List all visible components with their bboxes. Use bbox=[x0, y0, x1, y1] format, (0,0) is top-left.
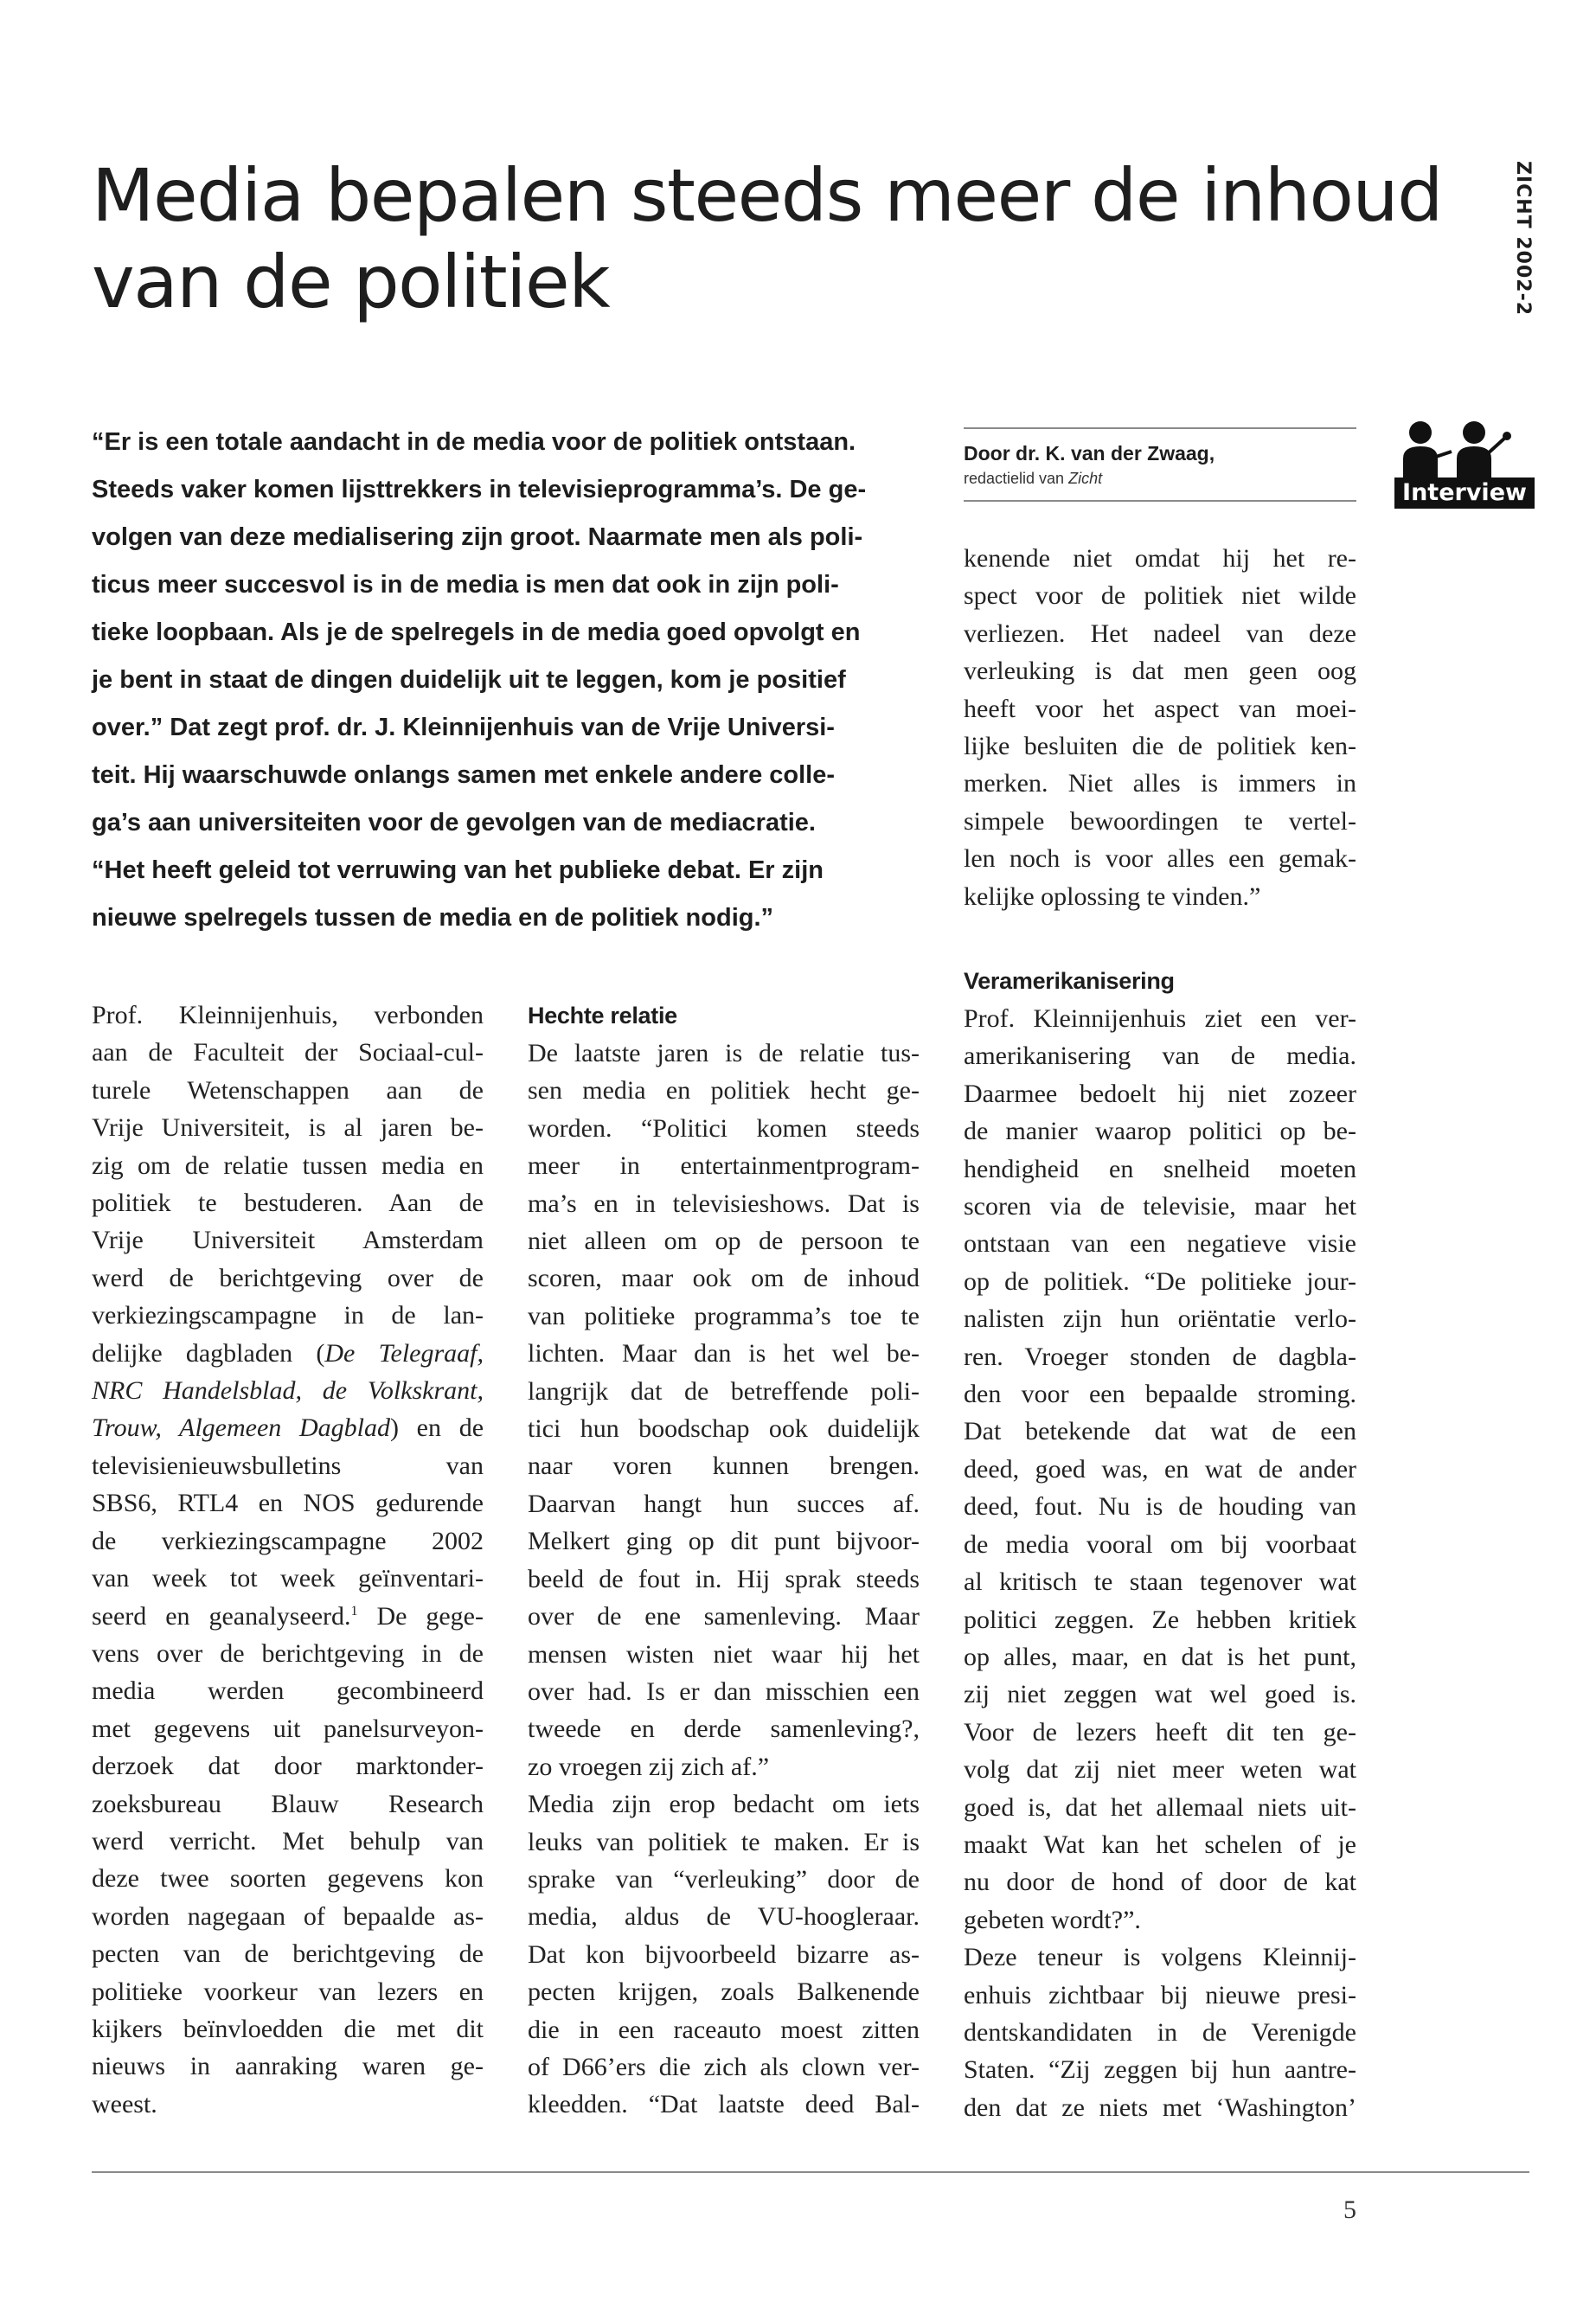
body-line: niet alleen om op de persoon te bbox=[528, 1227, 920, 1256]
body-line: Melkert ging op dit punt bijvoor- bbox=[528, 1527, 920, 1556]
body-line: kelijke oplossing te vinden.” bbox=[964, 881, 1261, 911]
body-line: den dat ze niets met ‘Washington’ bbox=[964, 2093, 1356, 2122]
body-line: met gegevens uit panelsurveyon- bbox=[92, 1714, 484, 1743]
body-line: turele Wetenschappen aan de bbox=[92, 1075, 484, 1105]
byline-role bbox=[964, 467, 1356, 490]
lead-line: Steeds vaker komen lijsttrekkers in televisieprogramma’s. De ge- bbox=[92, 476, 867, 503]
body-text: ) en de bbox=[390, 1413, 484, 1443]
lead-line: ticus meer succesvol is in de media is men dat ook in zijn poli- bbox=[92, 571, 839, 599]
body-line: SBS6, RTL4 en NOS gedurende bbox=[92, 1489, 484, 1518]
series-label: ZICHT 2002-2 bbox=[1512, 161, 1534, 317]
body-line: maakt Wat kan het schelen of je bbox=[964, 1830, 1356, 1859]
body-line: spect voor de politiek niet wilde bbox=[964, 581, 1356, 611]
body-line: over had. Is er dan misschien een bbox=[528, 1676, 920, 1706]
body-line: simpele bewoordingen te vertel- bbox=[964, 806, 1356, 836]
body-line: Vrije Universiteit, is al jaren be- bbox=[92, 1113, 484, 1143]
article-title bbox=[92, 152, 1442, 325]
subheading-veramerikanisering: Veramerikanisering bbox=[964, 968, 1175, 994]
body-line: kenende niet omdat hij het re- bbox=[964, 544, 1356, 573]
body-column-3-top bbox=[964, 540, 1356, 915]
body-column-2 bbox=[528, 997, 920, 2124]
body-line: Media zijn erop bedacht om iets bbox=[528, 1790, 920, 1819]
lead-line: “Het heeft geleid tot verruwing van het publieke debat. Er zijn bbox=[92, 856, 824, 884]
lead-line: ga’s aan universiteiten voor de gevolgen van de mediacratie. bbox=[92, 809, 816, 836]
body-line: nalisten zijn hun oriëntatie verlo- bbox=[964, 1304, 1356, 1334]
newspaper-title: De Telegraaf, bbox=[324, 1338, 484, 1368]
body-line: Vrije Universiteit Amsterdam bbox=[92, 1226, 484, 1255]
body-line: de manier waarop politici op be- bbox=[964, 1117, 1356, 1146]
body-line: de verkiezingscampagne 2002 bbox=[92, 1526, 484, 1555]
body-line: kleedden. “Dat laatste deed Bal- bbox=[528, 2090, 920, 2119]
body-line bbox=[92, 1598, 484, 1635]
body-line: deed, goed was, en wat de ander bbox=[964, 1454, 1356, 1484]
body-line: len noch is voor alles een gemak- bbox=[964, 844, 1356, 874]
body-line: van week tot week geïnventari- bbox=[92, 1564, 484, 1593]
body-line: De laatste jaren is de relatie tus- bbox=[528, 1039, 920, 1067]
body-line: Prof. Kleinnijenhuis ziet een ver- bbox=[964, 1004, 1356, 1033]
body-column-1 bbox=[92, 997, 484, 2123]
body-line: of D66’ers die zich als clown ver- bbox=[528, 2052, 920, 2081]
body-line: al kritisch te staan tegenover wat bbox=[964, 1567, 1356, 1597]
body-line: zig om de relatie tussen media en bbox=[92, 1150, 484, 1180]
body-line: zij niet zeggen wat wel goed is. bbox=[964, 1680, 1356, 1709]
footer-rule bbox=[92, 2171, 1529, 2173]
byline-role-prefix: redactielid van bbox=[964, 470, 1069, 487]
body-line: politieke voorkeur van lezers en bbox=[92, 1977, 484, 2006]
body-text: De gege- bbox=[357, 1601, 484, 1631]
lead-line: teit. Hij waarschuwde onlangs samen met enkele andere colle- bbox=[92, 761, 836, 789]
body-line: deze twee soorten gegevens kon bbox=[92, 1864, 484, 1894]
body-line: derzoek dat door marktonder- bbox=[92, 1752, 484, 1781]
body-line: verleuking is dat men geen oog bbox=[964, 657, 1356, 686]
body-text: seerd en geanalyseerd. bbox=[92, 1601, 351, 1631]
byline-publication: Zicht bbox=[1068, 470, 1103, 487]
lead-line: tieke loopbaan. Als je de spelregels in de media goed opvolgt en bbox=[92, 619, 861, 646]
body-line bbox=[92, 1335, 484, 1372]
body-line: den voor een bepaalde stroming. bbox=[964, 1380, 1356, 1409]
body-line: gebeten wordt?”. bbox=[964, 1905, 1141, 1934]
body-line: mensen wisten niet waar hij het bbox=[528, 1639, 920, 1669]
body-line: sen media en politiek hecht ge- bbox=[528, 1076, 920, 1106]
body-line: heeft voor het aspect van moei- bbox=[964, 694, 1356, 723]
body-line: over de ene samenleving. Maar bbox=[528, 1602, 920, 1631]
subheading-hechte-relatie: Hechte relatie bbox=[528, 1003, 677, 1029]
body-line: die in een raceauto moest zitten bbox=[528, 2015, 920, 2044]
lead-paragraph bbox=[92, 419, 922, 942]
body-line: aan de Faculteit der Sociaal-cul- bbox=[92, 1038, 484, 1067]
newspaper-title: Trouw, Algemeen Dagblad bbox=[92, 1413, 390, 1443]
body-line: meer in entertainmentprogram- bbox=[528, 1151, 920, 1181]
body-line: beeld de fout in. Hij sprak steeds bbox=[528, 1564, 920, 1593]
body-line: volg dat zij niet meer weten wat bbox=[964, 1755, 1356, 1785]
body-line: lichten. Maar dan is het wel be- bbox=[528, 1339, 920, 1368]
body-line: sprake van “verleuking” door de bbox=[528, 1864, 920, 1894]
byline-author: Door dr. K. van der Zwaag, bbox=[964, 442, 1215, 465]
body-line: scoren via de televisie, maar het bbox=[964, 1192, 1356, 1221]
body-line: verkiezingscampagne in de lan- bbox=[92, 1301, 484, 1330]
body-line: Voor de lezers heeft dit ten ge- bbox=[964, 1717, 1356, 1747]
body-line: media werden gecombineerd bbox=[92, 1676, 484, 1706]
body-line: Staten. “Zij zeggen bij hun aantre- bbox=[964, 2055, 1356, 2085]
body-text: delijke dagbladen ( bbox=[92, 1338, 325, 1368]
footnote-reference: 1 bbox=[350, 1603, 358, 1618]
body-line: ren. Vroeger stonden de dagbla- bbox=[964, 1342, 1356, 1371]
body-line: leuks van politiek te maken. Er is bbox=[528, 1827, 920, 1856]
body-line: op de politiek. “De politieke jour- bbox=[964, 1266, 1356, 1296]
body-line: Daarmee bedoelt hij niet zozeer bbox=[964, 1079, 1356, 1108]
body-line: deed, fout. Nu is de houding van bbox=[964, 1492, 1356, 1522]
body-line: de media vooral om bij voorbaat bbox=[964, 1529, 1356, 1559]
body-line: weest. bbox=[92, 2089, 157, 2118]
body-line: pecten krijgen, zoals Balkenende bbox=[528, 1977, 920, 2007]
body-line: televisienieuwsbulletins van bbox=[92, 1451, 484, 1480]
byline bbox=[964, 427, 1356, 502]
body-line: ma’s en in televisieshows. Dat is bbox=[528, 1189, 920, 1218]
section-tag: Interview bbox=[1394, 478, 1535, 509]
body-line: Prof. Kleinnijenhuis, verbonden bbox=[92, 1001, 484, 1029]
body-line: langrijk dat de betreffende poli- bbox=[528, 1376, 920, 1406]
body-column-3-bottom bbox=[964, 962, 1356, 2126]
body-line: naar voren kunnen brengen. bbox=[528, 1452, 920, 1481]
body-line: ontstaan van een negatieve visie bbox=[964, 1229, 1356, 1259]
body-line: enhuis zichtbaar bij nieuwe presi- bbox=[964, 1980, 1356, 2009]
body-line: nu door de hond of door de kat bbox=[964, 1868, 1356, 1897]
body-line: hendigheid en snelheid moeten bbox=[964, 1154, 1356, 1183]
body-line: kijkers beïnvloedden die met dit bbox=[92, 2014, 484, 2043]
body-line: van politieke programma’s toe te bbox=[528, 1301, 920, 1330]
body-line: werd verricht. Met behulp van bbox=[92, 1826, 484, 1856]
title-line: Media bepalen steeds meer de inhoud bbox=[92, 153, 1442, 238]
lead-line: volgen van deze medialisering zijn groot. Naarmate men als poli- bbox=[92, 523, 863, 551]
lead-line: “Er is een totale aandacht in de media voor de politiek ontstaan. bbox=[92, 428, 856, 456]
body-line: politiek te bestuderen. Aan de bbox=[92, 1189, 484, 1218]
body-line: Daarvan hangt hun succes af. bbox=[528, 1489, 920, 1518]
body-line: vens over de berichtgeving in de bbox=[92, 1638, 484, 1668]
lead-line: over.” Dat zegt prof. dr. J. Kleinnijenhuis van de Vrije Universi- bbox=[92, 714, 835, 741]
lead-line: nieuwe spelregels tussen de media en de politiek nodig.” bbox=[92, 904, 774, 932]
body-line: Dat kon bijvoorbeeld bizarre as- bbox=[528, 1939, 920, 1969]
body-line bbox=[92, 1409, 484, 1446]
body-line: zoeksbureau Blauw Research bbox=[92, 1789, 484, 1818]
interview-people-icon bbox=[1394, 420, 1535, 481]
body-line: zo vroegen zij zich af.” bbox=[528, 1752, 770, 1781]
body-line: Deze teneur is volgens Kleinnij- bbox=[964, 1943, 1356, 1972]
body-line: politici zeggen. Ze hebben kritiek bbox=[964, 1605, 1356, 1634]
body-line: tweede en derde samenleving?, bbox=[528, 1715, 920, 1744]
body-line: nieuws in aanraking waren ge- bbox=[92, 2052, 484, 2081]
body-line: scoren, maar ook om de inhoud bbox=[528, 1264, 920, 1293]
body-line: pecten van de berichtgeving de bbox=[92, 1939, 484, 1969]
body-line: op alles, maar, en dat is het punt, bbox=[964, 1642, 1356, 1671]
body-line: tici hun boodschap ook duidelijk bbox=[528, 1414, 920, 1444]
body-line: merken. Niet alles is immers in bbox=[964, 769, 1356, 798]
body-line: amerikanisering van de media. bbox=[964, 1042, 1356, 1071]
body-line: dentskandidaten in de Verenigde bbox=[964, 2017, 1356, 2047]
body-line: worden nagegaan of bepaalde as- bbox=[92, 1901, 484, 1931]
body-line: media, aldus de VU-hoogleraar. bbox=[528, 1902, 920, 1932]
page-number: 5 bbox=[1343, 2195, 1356, 2224]
body-line: worden. “Politici komen steeds bbox=[528, 1113, 920, 1143]
title-line: van de politiek bbox=[92, 240, 610, 324]
body-line: lijke besluiten die de politiek ken- bbox=[964, 732, 1356, 761]
lead-line: je bent in staat de dingen duidelijk uit te leggen, kom je positief bbox=[92, 666, 846, 694]
byline-top-rule bbox=[964, 427, 1356, 429]
interview-badge bbox=[1394, 420, 1535, 510]
newspaper-titles-line: NRC Handelsblad, de Volkskrant, bbox=[92, 1376, 484, 1406]
body-line: werd de berichtgeving over de bbox=[92, 1263, 484, 1292]
body-line: goed is, dat het allemaal niets uit- bbox=[964, 1792, 1356, 1822]
byline-bottom-rule bbox=[964, 500, 1356, 502]
body-line: verliezen. Het nadeel van deze bbox=[964, 619, 1356, 648]
body-line: Dat betekende dat wat de een bbox=[964, 1417, 1356, 1446]
